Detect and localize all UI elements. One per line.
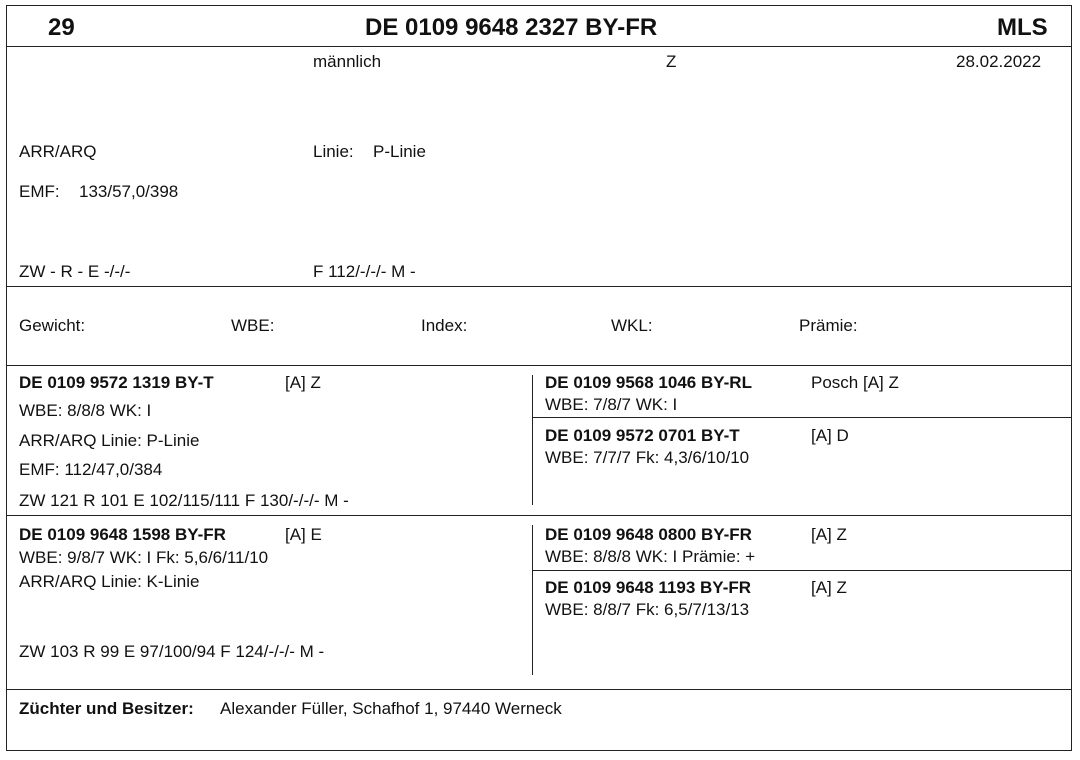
footer-divider bbox=[7, 689, 1071, 690]
sire-parents-divider bbox=[533, 417, 1071, 418]
wkl-label: WKL: bbox=[611, 316, 653, 335]
catalog-number: 29 bbox=[48, 14, 75, 41]
sire-emf: EMF: 112/47,0/384 bbox=[19, 460, 163, 479]
line-value: P-Linie bbox=[373, 142, 426, 161]
breed: MLS bbox=[997, 14, 1048, 41]
weight-label: Gewicht: bbox=[19, 316, 86, 335]
dam-sire-tags: [A] Z bbox=[811, 525, 847, 544]
catalog-card bbox=[6, 5, 1072, 751]
sire-sire-wbe: WBE: 7/8/7 WK: I bbox=[545, 395, 678, 414]
sire-performance: ZW 121 R 101 E 102/115/111 F 130/-/-/- M - bbox=[19, 491, 349, 510]
performance-right: F 112/-/-/- M - bbox=[313, 262, 416, 281]
dam-dam-id: DE 0109 9648 1193 BY-FR bbox=[545, 578, 752, 597]
dam-wbe: WBE: 9/8/7 WK: I Fk: 5,6/6/11/10 bbox=[19, 548, 269, 567]
animal-id: DE 0109 9648 2327 BY-FR bbox=[365, 14, 658, 41]
line-label: Linie: bbox=[313, 142, 354, 161]
sire-vertical-divider bbox=[532, 375, 533, 505]
praemie-label: Prämie: bbox=[799, 316, 858, 335]
birth-date: 28.02.2022 bbox=[956, 52, 1042, 71]
genotype: ARR/ARQ bbox=[19, 142, 97, 161]
dam-vertical-divider bbox=[532, 525, 533, 675]
dam-tags: [A] E bbox=[285, 525, 322, 544]
dam-sire-wbe: WBE: 8/8/8 WK: I Prämie: + bbox=[545, 547, 756, 566]
emf-label: EMF: bbox=[19, 182, 60, 201]
dam-parents-divider bbox=[533, 570, 1071, 571]
dam-id: DE 0109 9648 1598 BY-FR bbox=[19, 525, 226, 544]
sire-sire-id: DE 0109 9568 1046 BY-RL bbox=[545, 373, 752, 392]
pedigree-divider bbox=[7, 365, 1071, 366]
dam-sire-id: DE 0109 9648 0800 BY-FR bbox=[545, 525, 752, 544]
sire-dam-id: DE 0109 9572 0701 BY-T bbox=[545, 426, 740, 445]
dam-performance: ZW 103 R 99 E 97/100/94 F 124/-/-/- M - bbox=[19, 642, 325, 661]
sire-id: DE 0109 9572 1319 BY-T bbox=[19, 373, 214, 392]
sire-dam-tags: [A] D bbox=[811, 426, 849, 445]
emf-value: 133/57,0/398 bbox=[79, 182, 179, 201]
sex: männlich bbox=[313, 52, 382, 71]
sire-dam-divider bbox=[7, 515, 1071, 516]
dam-genotype: ARR/ARQ Linie: K-Linie bbox=[19, 572, 200, 591]
breeder-label: Züchter und Besitzer: bbox=[19, 699, 194, 718]
performance-left: ZW - R - E -/-/- bbox=[19, 262, 131, 281]
dam-dam-tags: [A] Z bbox=[811, 578, 847, 597]
sire-wbe: WBE: 8/8/8 WK: I bbox=[19, 401, 152, 420]
status: Z bbox=[666, 52, 677, 71]
header-divider bbox=[7, 46, 1071, 47]
dam-dam-wbe: WBE: 8/8/7 Fk: 6,5/7/13/13 bbox=[545, 600, 750, 619]
breeder-value: Alexander Füller, Schafhof 1, 97440 Werneck bbox=[220, 699, 562, 718]
sire-dam-wbe: WBE: 7/7/7 Fk: 4,3/6/10/10 bbox=[545, 448, 750, 467]
index-label: Index: bbox=[421, 316, 468, 335]
section-divider bbox=[7, 286, 1071, 287]
sire-tags: [A] Z bbox=[285, 373, 321, 392]
sire-sire-tags: Posch [A] Z bbox=[811, 373, 899, 392]
wbe-label: WBE: bbox=[231, 316, 275, 335]
sire-genotype: ARR/ARQ Linie: P-Linie bbox=[19, 431, 200, 450]
